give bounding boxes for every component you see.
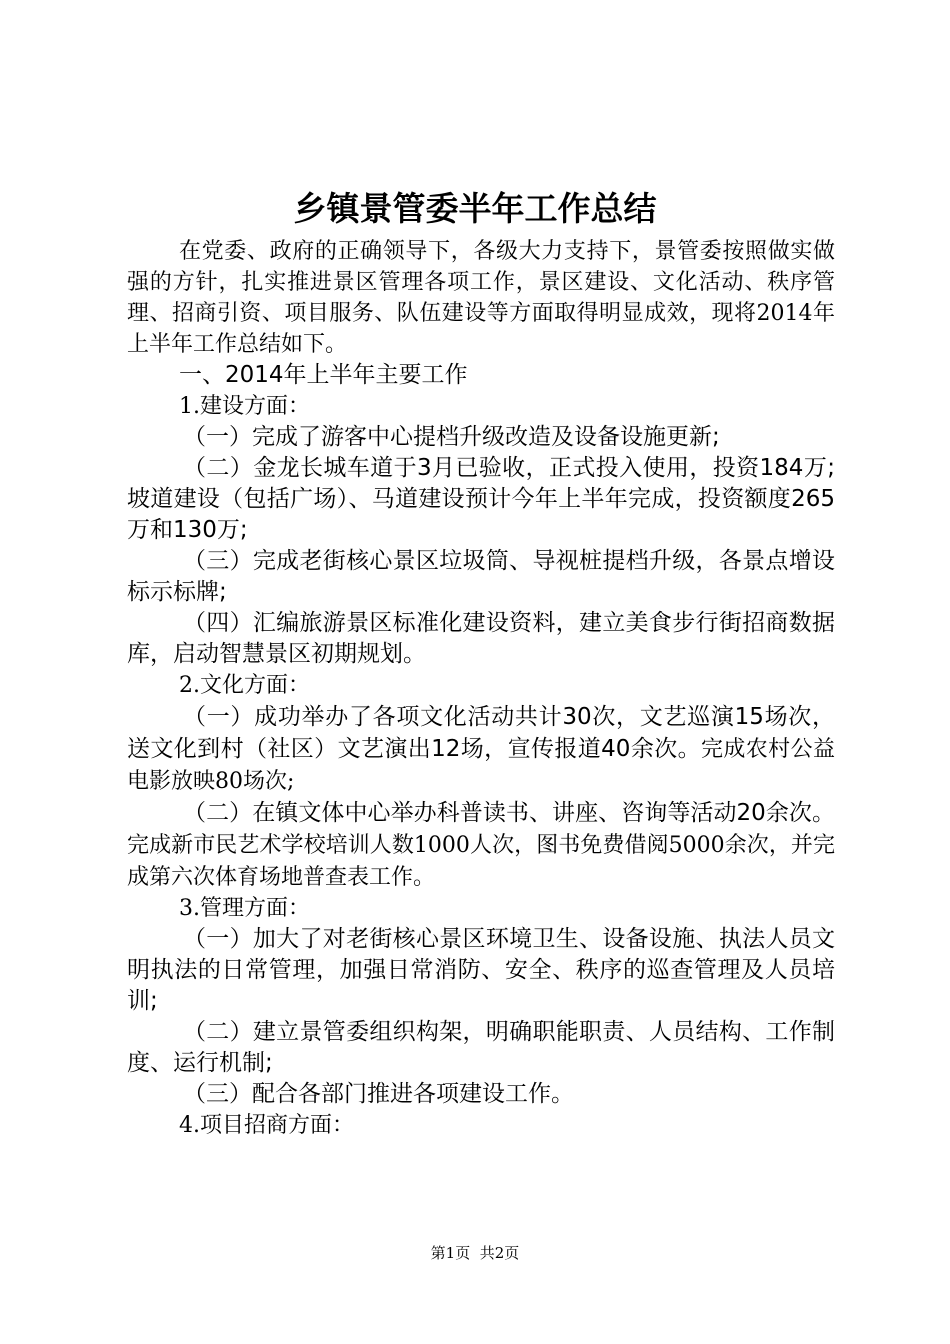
culture-item-2-tail: 完成新市民艺术学校培训人数1000人次，图书免费借阅5000余次，并完成第六次体育场地普查表工作。 (127, 833, 835, 890)
document-title: 乡镇景管委半年工作总结 (293, 189, 657, 228)
page-total: 共2页 (479, 1244, 520, 1262)
construction-item-2: （二）金龙长城车道于3月已验收，正式投入使用，投资184万;坡道建设（包括广场）、马道建设预计今年上半年完成，投资额度265万和130万; (127, 455, 835, 543)
culture-item-2 (127, 797, 835, 893)
page-footer (0, 1243, 950, 1263)
culture-item-1 (127, 701, 835, 797)
document-body (127, 236, 835, 1141)
construction-item-1: （一）完成了游客中心提档升级改造及设备设施更新; (183, 424, 720, 450)
subsection-heading-construction: 1.建设方面： (179, 394, 310, 419)
subsection-heading-investment: 4.项目招商方面： (179, 1113, 354, 1138)
intro-paragraph: 在党委、政府的正确领导下，各级大力支持下，景管委按照做实做强的方针，扎实推进景区管理各项工作，景区建设、文化活动、秩序管理、招商引资、项目服务、队伍建设等方面取得明显成效，现将2014年上半年工作总结如下。 (127, 239, 835, 357)
culture-item-1-tail: 完成农村公益电影放映80场次; (127, 737, 835, 794)
construction-item-4: （四）汇编旅游景区标准化建设资料，建立美食步行街招商数据库，启动智慧景区初期规划。 (127, 610, 835, 667)
management-item-3: （三）配合各部门推进各项建设工作。 (183, 1081, 574, 1107)
subsection-heading-culture: 2.文化方面： (179, 673, 310, 698)
management-item-2: （二）建立景管委组织构架，明确职能职责、人员结构、工作制度、运行机制; (127, 1019, 835, 1076)
culture-item-2-main: （二）在镇文体中心举办科普读书、讲座、咨询等活动20余次。 (183, 800, 835, 826)
subsection-heading-management: 3.管理方面： (179, 896, 310, 921)
culture-item-1-main: （一）成功举办了各项文化活动共计30次，文艺巡演15场次，送文化到村（社区）文艺演出12场，宣传报道40余次。 (127, 704, 835, 762)
page-number: 第1页 (430, 1244, 471, 1262)
management-item-1: （一）加大了对老街核心景区环境卫生、设备设施、执法人员文明执法的日常管理，加强日常消防、安全、秩序的巡查管理及人员培训; (127, 926, 835, 1014)
construction-item-3: （三）完成老街核心景区垃圾筒、导视桩提档升级，各景点增设标示标牌; (127, 548, 835, 605)
section-heading-main-work: 一、2014年上半年主要工作 (179, 362, 468, 388)
